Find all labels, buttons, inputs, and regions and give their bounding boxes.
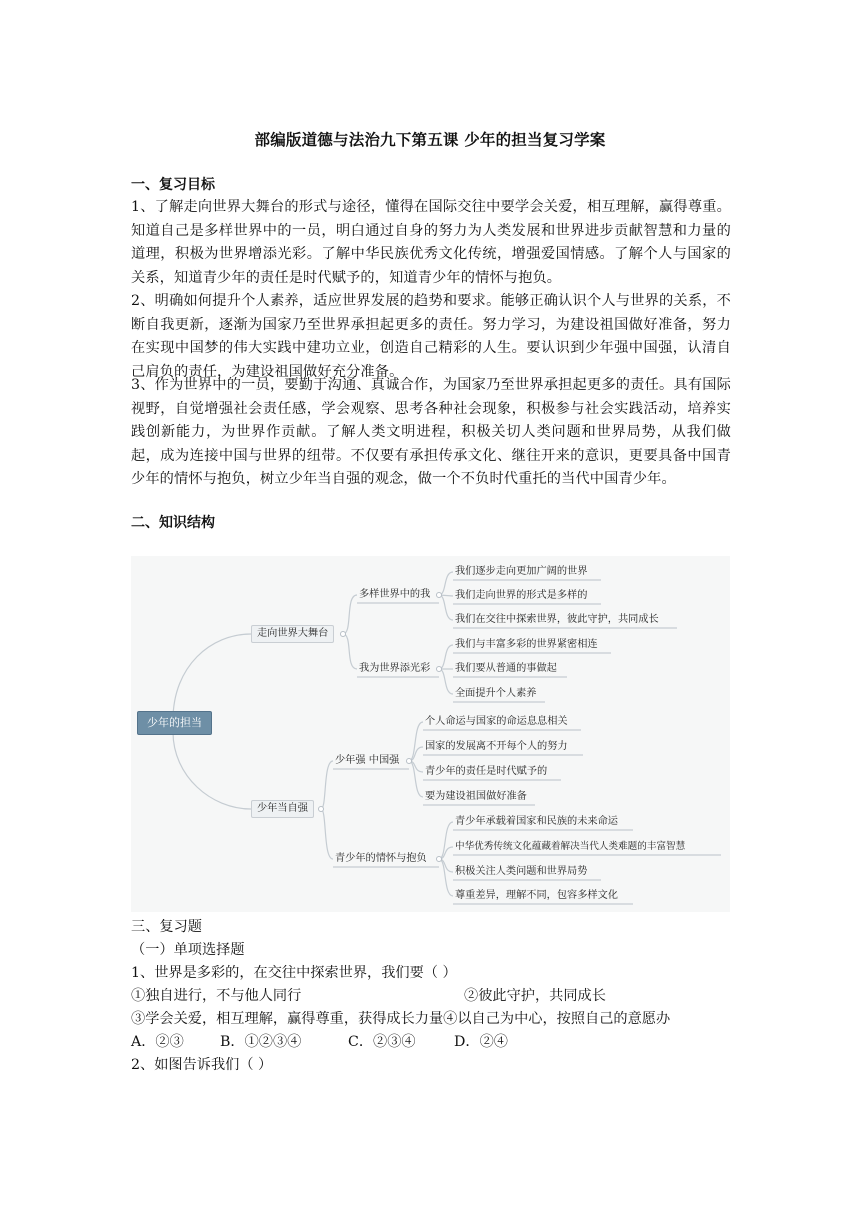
mindmap-sub-diverse-world: 多样世界中的我	[359, 589, 431, 600]
mindmap-leaf: 个人命运与国家的命运息息相关	[425, 716, 568, 727]
mindmap-connectors	[131, 556, 730, 912]
connector-leaf	[439, 645, 453, 669]
mindmap-leaf: 尊重差异，理解不同，包容多样文化	[455, 890, 618, 901]
connector-leaf	[439, 572, 453, 595]
question-1-choice-d: D．②④	[454, 1034, 508, 1050]
mindmap-root: 少年的担当	[137, 711, 212, 735]
mindmap-leaf: 我们逐步走向更加广阔的世界	[455, 566, 588, 577]
knowledge-mindmap	[131, 556, 730, 912]
mindmap-sub-add-brilliance: 我为世界添光彩	[359, 663, 431, 674]
section-heading-structure: 二、知识结构	[131, 515, 215, 531]
question-1-option-2: ②彼此守护，共同成长	[464, 988, 606, 1004]
mindmap-leaf: 我们走向世界的形式是多样的	[455, 590, 588, 601]
document-title: 部编版道德与法治九下第五课 少年的担当复习学案	[254, 131, 606, 149]
connector-root-branch1	[173, 634, 251, 720]
connector-leaf	[439, 822, 453, 859]
mindmap-leaf: 积极关注人类问题和世界局势	[455, 866, 588, 877]
mindmap-leaf: 国家的发展离不开每个人的努力	[425, 741, 568, 752]
mindmap-leaf: 全面提升个人素养	[455, 688, 537, 699]
section-heading-goals: 一、复习目标	[131, 177, 215, 193]
subsection-single-choice: （一）单项选择题	[131, 942, 245, 958]
question-2-stem: 2、如图告诉我们（ ）	[131, 1057, 273, 1073]
connector-b2-sub1	[321, 761, 333, 809]
question-1-choice-b: B．①②③④	[220, 1034, 302, 1050]
mindmap-leaf: 我们要从普通的事做起	[455, 663, 557, 674]
mindmap-branch-world-stage: 走向世界大舞台	[251, 625, 334, 643]
question-1-choice-a: A．②③	[131, 1034, 184, 1050]
question-1-option-3-4: ③学会关爱，相互理解，赢得尊重，获得成长力量④以自己为中心，按照自己的意愿办	[131, 1011, 671, 1027]
question-1-option-1: ①独自进行，不与他人同行	[131, 988, 302, 1004]
mindmap-branch-self-strength: 少年当自强	[251, 800, 314, 818]
mindmap-sub-aspirations: 青少年的情怀与抱负	[335, 853, 427, 864]
mindmap-leaf: 中华优秀传统文化蕴藏着解决当代人类难题的丰富智慧	[455, 841, 686, 852]
mindmap-sub-strong-youth: 少年强 中国强	[335, 755, 400, 766]
question-1-choice-c: C．②③④	[348, 1034, 416, 1050]
connector-leaf	[409, 761, 423, 797]
connector-b2-sub2	[321, 809, 333, 859]
mindmap-leaf: 青少年承载着国家和民族的未来命运	[455, 816, 618, 827]
connector-root-branch2	[173, 732, 251, 809]
connector-leaf	[409, 722, 423, 761]
goal-paragraph-3: 3、作为世界中的一员，要勤于沟通、真诚合作，为国家乃至世界承担起更多的责任。具有国际视野，自觉增强社会责任感，学会观察、思考各种社会现象，积极参与社会实践活动，培养实践创新能力，为世界作贡献。了解人类文明进程，积极关切人类问题和世界局势，从我们做起，成为连接中国与世界的纽带。不仅要有承担传承文化、继往开来的意识，更要具备中国青少年的情怀与抱负，树立少年当自强的观念，做一个不负时代重托的当代中国青少年。	[131, 377, 731, 488]
mindmap-leaf: 我们与丰富多彩的世界紧密相连	[455, 639, 598, 650]
connector-b1-sub1	[343, 595, 357, 634]
mindmap-leaf: 我们在交往中探索世界，彼此守护，共同成长	[455, 614, 659, 625]
connector-leaf	[439, 859, 453, 896]
connector-leaf	[439, 669, 453, 694]
question-1-stem: 1、世界是多彩的，在交往中探索世界，我们要（ ）	[131, 965, 457, 981]
connector-b1-sub2	[343, 634, 357, 669]
connector-leaf	[439, 595, 453, 620]
mindmap-leaf: 青少年的责任是时代赋予的	[425, 766, 548, 777]
section-heading-review: 三、复习题	[131, 919, 202, 935]
goal-paragraph-2: 2、明确如何提升个人素养，适应世界发展的趋势和要求。能够正确认识个人与世界的关系，不断自我更新，逐渐为国家乃至世界承担起更多的责任。努力学习，为建设祖国做好准备，努力在实现中国梦的伟大实践中建功立业，创造自己精彩的人生。要认识到少年强中国强，认清自己肩负的责任，为建设祖国做好充分准备。	[131, 293, 731, 380]
goal-paragraph-1: 1、了解走向世界大舞台的形式与途径，懂得在国际交往中要学会关爱，相互理解，赢得尊重。知道自己是多样世界中的一员，明白通过自身的努力为人类发展和世界进步贡献智慧和力量的道理，积极为世界增添光彩。了解中华民族优秀文化传统，增强爱国情感。了解个人与国家的关系，知道青少年的责任是时代赋予的，知道青少年的情怀与抱负。	[131, 199, 731, 286]
mindmap-leaf: 要为建设祖国做好准备	[425, 791, 527, 802]
